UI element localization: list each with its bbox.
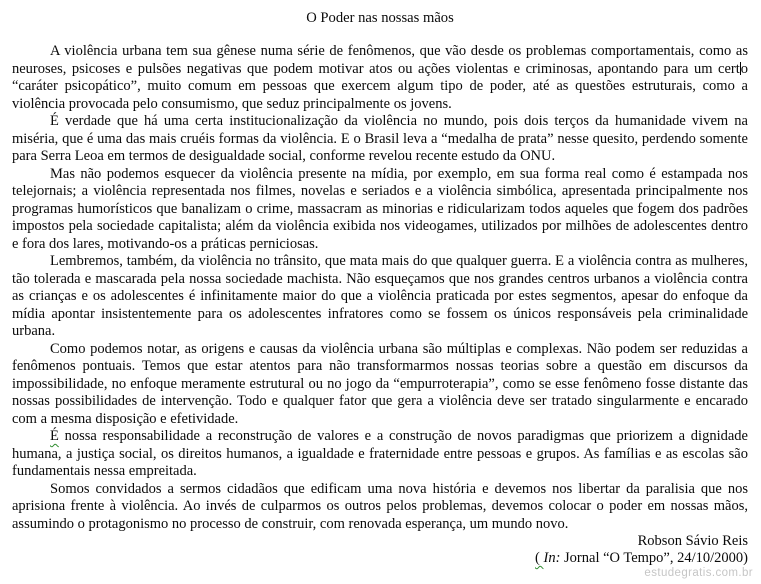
paragraph-6: [12, 428, 748, 481]
paragraph-2: É verdade que há uma certa institucionalização da violência no mundo, pois dois terços da humanidade vivem na miséria, que é uma das mais cruéis formas da violência. E o Brasil leva a “medalha de prata” nesse quesito, perdendo somente para Serra Leoa em termos de desigualdade social, conforme revelou recente estudo da ONU.: [12, 113, 748, 164]
spellcheck-flagged-word: É: [50, 428, 59, 444]
document-title: O Poder nas nossas mãos: [306, 10, 454, 26]
citation-source-text: Jornal “O Tempo”, 24/10/2000): [560, 550, 748, 567]
paragraph-1-text-before-cursor: A violência urbana tem sua gênese numa série de fenômenos, que vão desde os problemas comportamentais, como as neuroses, psicoses e pulsões negativas que podem motivar atos ou ações violentas e criminosas, apontando para um cert: [12, 43, 748, 77]
paragraph-5: Como podemos notar, as origens e causas da violência urbana são múltiplas e complexas. Não podem ser reduzidas a fenômenos pontuais. Temos que estar atentos para não transformarmos nossas teorias sobre a questão em discursos da impossibilidade, no enfoque meramente estrutural ou no jogo da “empurroterapia”, como se esse fenômeno fosse distante das nossas possibilidades de intervenção. Todo e qualquer fator que gera a violência deve ser tratado singularmente e encarado com a mesma disposição e efetividade.: [12, 340, 748, 427]
paragraph-1: [12, 43, 748, 113]
paragraph-7: Somos convidados a sermos cidadãos que edificam uma nova história e devemos nos libertar da paralisia que nos aprisiona frente à violência. Ao invés de culparmos os outros pelos problemas, devemos colocar o poder em nossas mãos, assumindo o protagonismo no processo de construir, com renovada esperança, um mundo novo.: [12, 480, 748, 532]
watermark-estudegratis: estudegratis.com.br: [644, 567, 753, 579]
paragraph-6-text: nossa responsabilidade a reconstrução de valores e a construção de novos paradigmas que priorizem a dignidade humana, a justiça social, os direitos humanos, a igualdade e fraternidade entre pessoas e grupos. As famílias e as escolas são fundamentais nessa empreitada.: [12, 428, 748, 479]
citation-line: [12, 550, 748, 567]
paragraph-3: Mas não podemos esquecer da violência presente na mídia, por exemplo, em sua forma real como é estampada nos telejornais; a violência representada nos filmes, novelas e seriados e a violência simbólica, apresentada principalmente nos programas humorísticos que banalizam o crime, massacram as minorias e ridicularizam todos aqueles que fogem dos padrões impostos pela sociedade capitalista; além da violência exibida nos videogames, utilizados por milhões de adolescentes dentro e fora dos lares, motivando-os a práticas perniciosas.: [12, 165, 748, 252]
document-body[interactable]: [12, 9, 748, 567]
paragraph-4: Lembremos, também, da violência no trânsito, que mata mais do que qualquer guerra. E a violência contra as mulheres, tão tolerada e mascarada pela nossa sociedade machista. Não esqueçamos que nos grandes centros urbanos a violência contra as crianças e os adolescentes é infinitamente maior do que a violência praticada por estes segmentos, apesar do enfoque da mídia apontar insistentemente para os adolescentes infratores como se fossem os únicos responsáveis pela criminalidade urbana.: [12, 253, 748, 339]
author-name: Robson Sávio Reis: [637, 533, 748, 549]
citation-in-label: In:: [543, 550, 561, 567]
spellcheck-flagged-paren: (: [535, 550, 544, 567]
paragraph-1-text-after-cursor: o “caráter psicopático”, muito comum em pessoas que exercem algum tipo de poder, até as questões estruturais, como a violência provocada pelo consumismo, que seduz principalmente os jovens.: [12, 60, 748, 112]
